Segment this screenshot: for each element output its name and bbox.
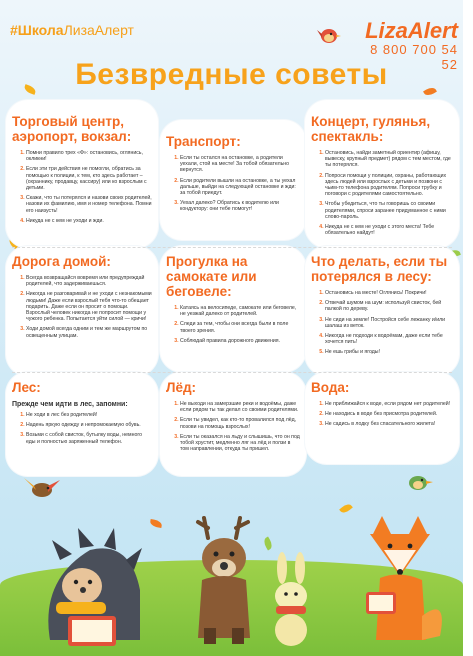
- tip-item: 3. Возьми с собой свисток, бутылку воды, немного еды и полностью заряженный телефон.: [26, 432, 152, 444]
- section-divider: [12, 247, 452, 248]
- section-title: Лёд:: [166, 380, 197, 395]
- page-title: Безвредные советы: [75, 58, 388, 91]
- tip-item: 3. Уехал далеко? Обратись к водителю или кондуктору: они тебе помогут!: [180, 200, 300, 212]
- tips-list: [166, 305, 300, 344]
- section-road-home: [12, 254, 152, 343]
- tip-item: 2. Если эти три действия не помогли, обратись за помощью к полиции, к тем, кто здесь работает – (охраннику, продавцу, кассиру) или ко взрослым с детьми.: [26, 166, 152, 191]
- section-ice: [166, 380, 300, 456]
- tip-item: 1. Не выходи на замерзшие реки и водоёмы, даже если рядом ты так делал со своими родителями.: [180, 401, 300, 413]
- tip-item: 5. Не ешь грибы и ягоды!: [325, 349, 453, 355]
- hashtag: [10, 22, 134, 38]
- bird-icon: [316, 24, 342, 46]
- bunny-illustration: [266, 552, 316, 648]
- tip-item: 2. Не находись в воде без присмотра родителей.: [325, 411, 453, 417]
- section-subtitle: Прежде чем идти в лес, запомни:: [12, 401, 128, 408]
- tip-item: 2. Следи за тем, чтобы они всегда были в поле твоего зрения.: [180, 321, 300, 333]
- tip-item: 3. Чтобы убедиться, что ты говоришь со своими родителями, спроси заранее придуманное с ними слово-пароль.: [325, 201, 453, 220]
- section-title: Дорога домой:: [12, 254, 111, 269]
- tips-list: [12, 275, 152, 339]
- tip-item: 2. Отвечай шумом на шум: используй свисток, бей палкой по дереву.: [325, 300, 453, 312]
- tips-list: [166, 401, 300, 452]
- section-transport: [166, 134, 300, 217]
- section-title: Что делать, если ты потерялся в лесу:: [311, 254, 448, 284]
- hotline-phone: 8 800 700 54 52: [370, 42, 458, 72]
- tip-item: 2. Если ты увидел, как кто-то провалился под лёд, позови на помощь взрослых!: [180, 417, 300, 429]
- tips-list: [311, 401, 453, 428]
- tip-item: 3. Соблюдай правила дорожного движения.: [180, 338, 300, 344]
- section-water: [311, 380, 453, 432]
- tip-item: 1. Не приближайся к воде, если рядом нет родителей!: [325, 401, 453, 407]
- bird-icon: [402, 470, 436, 494]
- tip-item: 2. Никогда не разговаривай и не уходи с незнакомыми людьми! Даже если взрослый тебя что-то обещает подарить. Даже если он просит о помощи. Взрослый человек никогда не попросит помощи у чужого ребенка. Попытается уйти силой — кричи!: [26, 291, 152, 322]
- leaf-icon: [339, 502, 353, 515]
- section-forest: [12, 380, 152, 449]
- tip-item: 3. Не садись в лодку без спасательного жилета!: [325, 421, 453, 427]
- logo-brand: LizaAlert: [365, 18, 458, 43]
- tips-list: [166, 155, 300, 213]
- section-title: Транспорт:: [166, 134, 241, 149]
- section-scooter: [166, 254, 300, 348]
- page-margin: [463, 0, 473, 656]
- tips-list: [12, 150, 152, 224]
- tip-item: 1. Не ходи в лес без родителей!: [26, 412, 152, 418]
- tip-item: 3. Ходи домой всегда одним и тем же маршрутом по освещенным улицам.: [26, 326, 152, 338]
- section-title: Концерт, гулянья, спектакль:: [311, 114, 431, 144]
- tips-list: [311, 150, 453, 236]
- tip-item: 4. Никогда не подходи к водоёмам, даже если тебе хочется пить!: [325, 333, 453, 345]
- tip-item: 1. Всегда возвращайся вовремя или предупреждай родителей, что задерживаешься.: [26, 275, 152, 287]
- leaf-icon: [149, 519, 162, 528]
- tip-item: 3. Если ты оказался на льду и слышишь, что он под тобой хрустит, медленно ляг на лёд и ползи в том направлении, откуда ты пришел.: [180, 434, 300, 453]
- tip-item: 4. Никуда не с кем не уходи с этого места! Тебе обязательно найдут!: [325, 224, 453, 236]
- tip-item: 2. Попроси помощи у полиции, охраны, работающих здесь людей или взрослых с детьми и позвони с чьим-то телефона родителям. Попроси трубку и поговори с родителями самостоятельно.: [325, 173, 453, 198]
- tip-item: 2. Если родители вышли на остановке, а ты уехал дальше, выйди на следующей остановке и жди: за тобой приедут.: [180, 178, 300, 197]
- hashtag-bold: #Школа: [10, 22, 64, 38]
- tip-item: 2. Надень яркую одежду и непромокаемую обувь.: [26, 422, 152, 428]
- tip-item: 1. Катаясь на велосипеде, самокате или беговеле, не уезжай далеко от родителей.: [180, 305, 300, 317]
- tip-item: 3. Скажи, что ты потерялся и назови своих родителей, назови их фамилию, имя и номер телефона. Помни его наизусть!: [26, 195, 152, 214]
- section-title: Прогулка на самокате или беговеле:: [166, 254, 257, 299]
- tip-item: 1. Остановись на месте! Оглянись! Покричи!: [325, 290, 453, 296]
- tip-item: 1. Помни правило трех «Ф»: остановись, оглянись, окликни!: [26, 150, 152, 162]
- tips-list: [311, 290, 453, 356]
- deer-illustration: [178, 508, 270, 648]
- section-title: Лес:: [12, 380, 41, 395]
- hedgehog-illustration: [30, 520, 150, 650]
- tip-item: 3. Не сиди на земле! Постройся себе лежанку и/или шалаш из веток.: [325, 317, 453, 329]
- bird-icon: [22, 476, 62, 502]
- section-title: Торговый центр, аэропорт, вокзал:: [12, 114, 132, 144]
- hashtag-light: ЛизаАлерт: [63, 22, 134, 38]
- section-title: Вода:: [311, 380, 350, 395]
- section-divider: [12, 372, 452, 373]
- fox-illustration: [352, 506, 448, 648]
- tips-list: [12, 412, 152, 445]
- section-lost-in-forest: [311, 254, 453, 360]
- section-concert: [311, 114, 453, 240]
- tip-item: 1. Если ты остался на остановке, а родители уехали, стой на месте! За тобой обязательно вернутся.: [180, 155, 300, 174]
- section-mall-airport: [12, 114, 152, 228]
- tip-item: 4. Никуда не с кем не уходи и жди.: [26, 218, 152, 224]
- tip-item: 1. Остановись, найди заметный ориентир (афишу, вывеску, крупный предмет) рядом с тем местом, где ты потерялся.: [325, 150, 453, 169]
